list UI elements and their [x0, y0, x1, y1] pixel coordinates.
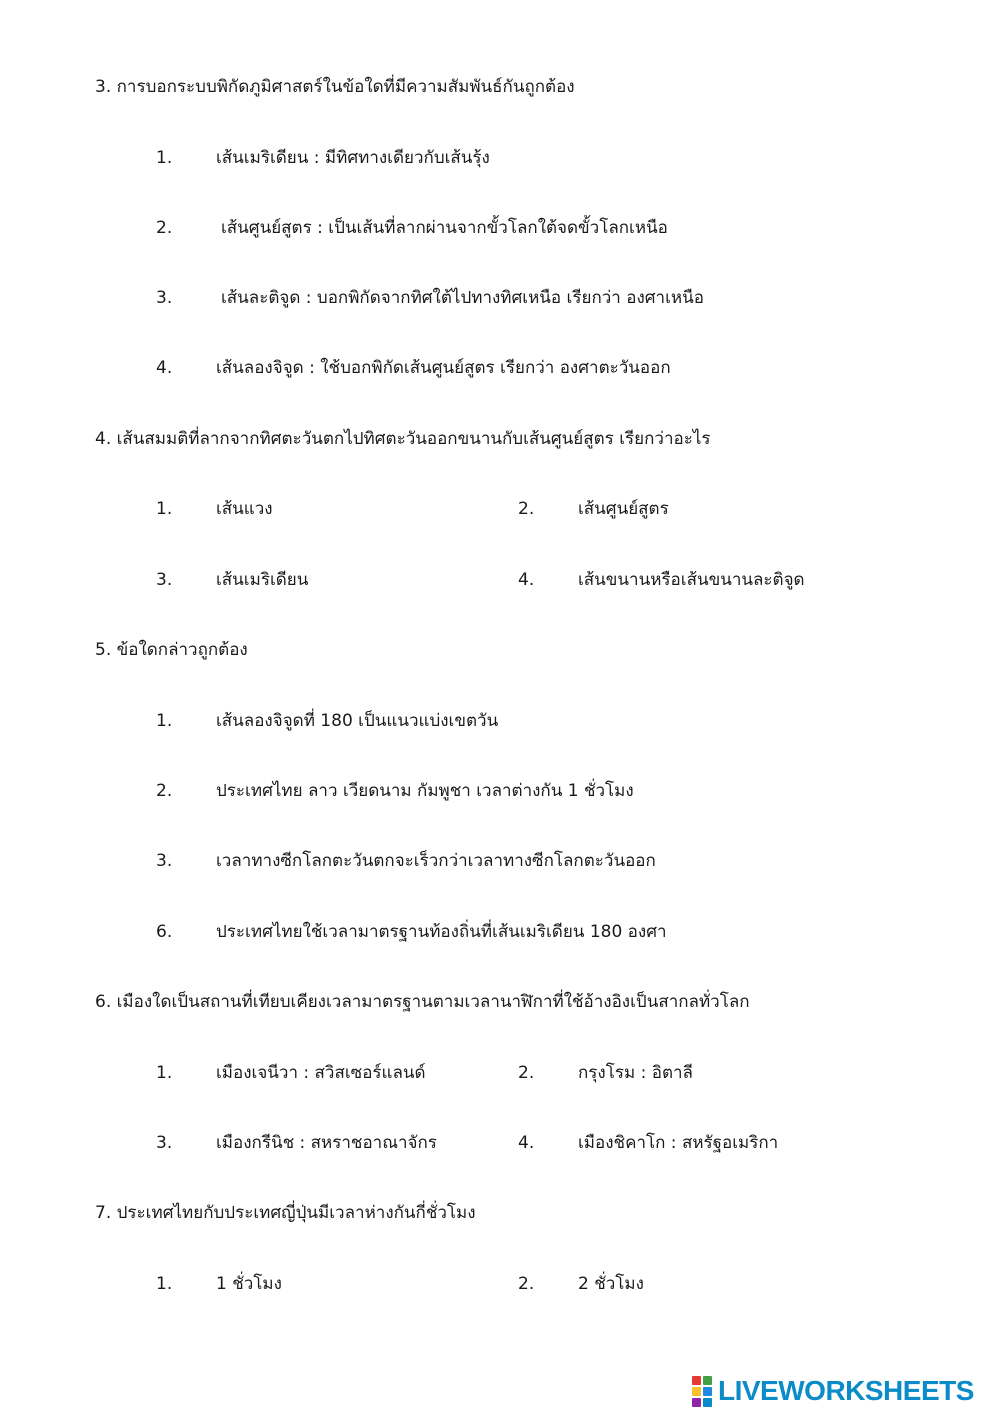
- question-5: 5. ข้อใดกล่าวถูกต้อง: [95, 640, 248, 660]
- option-text: เส้นลองจิจูด : ใช้บอกพิกัดเส้นศูนย์สูตร เรียกว่า องศาตะวันออก: [216, 358, 671, 378]
- option-text: เส้นศูนย์สูตร : เป็นเส้นที่ลากผ่านจากขั้วโลกใต้จดขั้วโลกเหนือ: [221, 218, 668, 238]
- option-text: เส้นศูนย์สูตร: [578, 499, 669, 519]
- question-7: 7. ประเทศไทยกับประเทศญี่ปุ่นมีเวลาห่างกันกี่ชั่วโมง: [95, 1203, 476, 1223]
- option-number: 1.: [156, 1063, 173, 1083]
- option-text: ประเทศไทย ลาว เวียดนาม กัมพูชา เวลาต่างกัน 1 ชั่วโมง: [216, 781, 634, 801]
- option-text: เส้นแวง: [216, 499, 273, 519]
- logo-text: LIVEWORKSHEETS: [718, 1375, 974, 1406]
- option-number: 4.: [518, 570, 535, 590]
- option-number: 6.: [156, 922, 173, 942]
- option-text: เส้นเมริเดียน : มีทิศทางเดียวกับเส้นรุ้ง: [216, 148, 490, 168]
- option-number: 3.: [156, 570, 173, 590]
- option-number: 1.: [156, 148, 173, 168]
- option-text: เวลาทางซีกโลกตะวันตกจะเร็วกว่าเวลาทางซีกโลกตะวันออก: [216, 851, 656, 871]
- option-text: เส้นละติจูด : บอกพิกัดจากทิศใต้ไปทางทิศเหนือ เรียกว่า องศาเหนือ: [221, 288, 704, 308]
- question-6: 6. เมืองใดเป็นสถานที่เทียบเคียงเวลามาตรฐานตามเวลานาฬิกาที่ใช้อ้างอิงเป็นสากลทั่วโลก: [95, 992, 750, 1012]
- option-text: ประเทศไทยใช้เวลามาตรฐานท้องถิ่นที่เส้นเมริเดียน 180 องศา: [216, 922, 667, 942]
- option-text: กรุงโรม : อิตาลี: [578, 1063, 693, 1083]
- option-text: เมืองกรีนิช : สหราชอาณาจักร: [216, 1133, 437, 1153]
- question-4: 4. เส้นสมมติที่ลากจากทิศตะวันตกไปทิศตะวันออกขนานกับเส้นศูนย์สูตร เรียกว่าอะไร: [95, 429, 711, 449]
- option-number: 4.: [156, 358, 173, 378]
- option-text: เส้นลองจิจูดที่ 180 เป็นแนวแบ่งเขตวัน: [216, 711, 499, 731]
- logo-mark-icon: [692, 1376, 712, 1407]
- option-number: 3.: [156, 851, 173, 871]
- option-text: เมืองชิคาโก : สหรัฐอเมริกา: [578, 1133, 779, 1153]
- option-text: เมืองเจนีวา : สวิสเซอร์แลนด์: [216, 1063, 426, 1083]
- option-number: 4.: [518, 1133, 535, 1153]
- option-number: 1.: [156, 711, 173, 731]
- option-number: 2.: [156, 218, 173, 238]
- option-text: 1 ชั่วโมง: [216, 1274, 282, 1294]
- option-number: 3.: [156, 288, 173, 308]
- option-number: 2.: [518, 499, 535, 519]
- option-text: เส้นเมริเดียน: [216, 570, 309, 590]
- option-number: 2.: [518, 1063, 535, 1083]
- question-3: 3. การบอกระบบพิกัดภูมิศาสตร์ในข้อใดที่มีความสัมพันธ์กันถูกต้อง: [95, 77, 575, 97]
- option-text: เส้นขนานหรือเส้นขนานละติจูด: [578, 570, 805, 590]
- liveworksheets-logo[interactable]: [692, 1374, 974, 1408]
- option-number: 2.: [518, 1274, 535, 1294]
- option-number: 1.: [156, 1274, 173, 1294]
- option-number: 1.: [156, 499, 173, 519]
- option-text: 2 ชั่วโมง: [578, 1274, 644, 1294]
- option-number: 2.: [156, 781, 173, 801]
- option-number: 3.: [156, 1133, 173, 1153]
